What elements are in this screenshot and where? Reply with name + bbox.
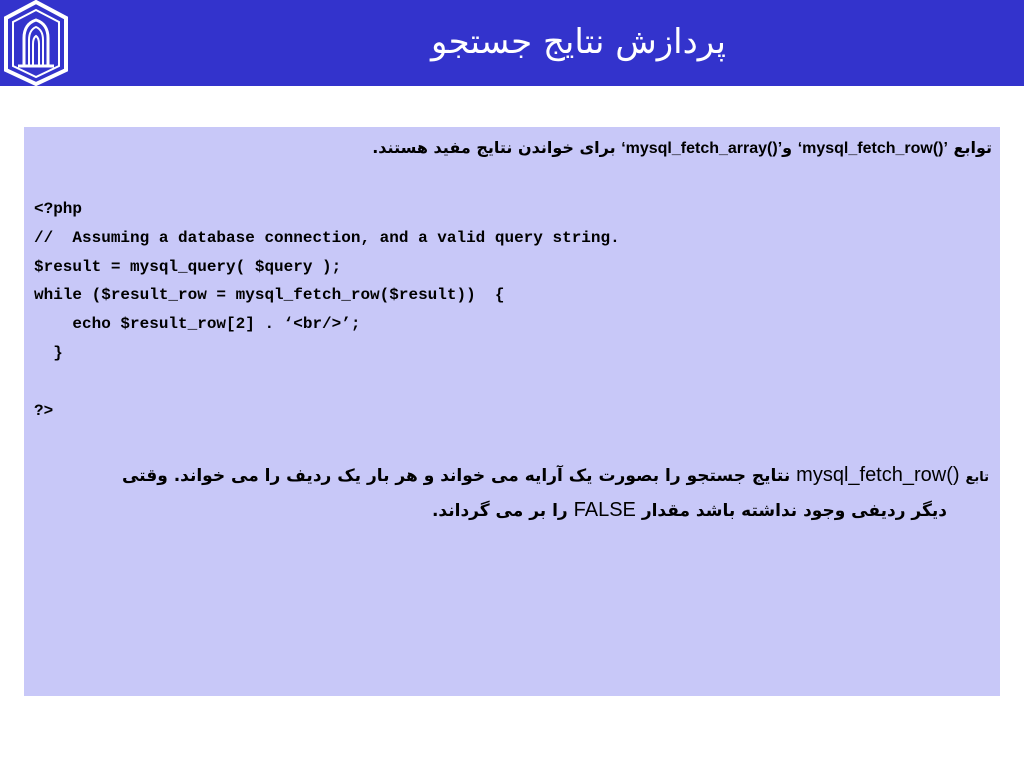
- description-lead: تابع: [965, 470, 989, 485]
- intro-text: [52, 135, 992, 162]
- intro-suffix: برای خواندن نتایج مفید هستند.: [372, 138, 616, 157]
- code-line: $result = mysql_query( $query );: [34, 257, 342, 276]
- description-line2-b: را بر می گرداند.: [431, 501, 568, 521]
- title-bar: [0, 0, 1024, 86]
- content-panel: [24, 127, 1000, 696]
- code-line: }: [34, 343, 63, 362]
- code-line: echo $result_row[2] . ‘<br/>’;: [34, 315, 361, 334]
- slide-title: پردازش نتایج جستجو: [431, 22, 726, 62]
- description-line2-a: دیگر ردیفی وجود نداشته باشد مقدار: [641, 501, 947, 521]
- description-line-2: [54, 494, 989, 527]
- intro-prefix: توابع: [953, 138, 992, 157]
- university-emblem-icon: [2, 0, 70, 86]
- code-line: <?php: [34, 200, 83, 218]
- code-line: ?>: [34, 401, 54, 420]
- code-line: [34, 368, 974, 397]
- description-false-word: FALSE: [573, 499, 636, 521]
- intro-func-fetch-row: ‘mysql_fetch_row()’: [797, 140, 948, 157]
- description-line1-rest: نتایج جستجو را بصورت یک آرایه می خواند و هر بار یک ردیف را می خواند. وقتی: [121, 466, 791, 486]
- php-code-block: [34, 195, 974, 425]
- description-line-1: [54, 459, 989, 494]
- description-func: mysql_fetch_row(): [796, 464, 960, 486]
- description-text: [54, 459, 989, 527]
- intro-func-fetch-array: ‘mysql_fetch_array()’: [621, 140, 783, 157]
- intro-conjunction: و: [782, 138, 793, 157]
- code-line: while ($result_row = mysql_fetch_row($result)) {: [34, 286, 505, 305]
- code-line: // Assuming a database connection, and a valid query string.: [34, 228, 620, 247]
